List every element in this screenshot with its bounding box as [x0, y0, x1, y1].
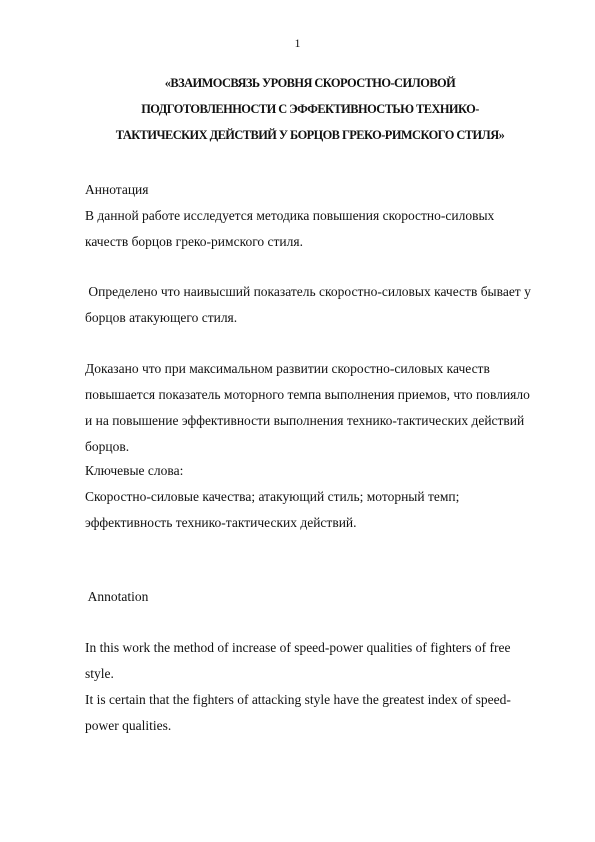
ru-keywords-heading: Ключевые слова:	[85, 463, 184, 478]
ru-keywords	[85, 484, 459, 536]
text-line: Доказано что при максимальном развитии скоростно-силовых качеств	[85, 361, 490, 376]
text-line: эффективность технико-тактических действий.	[85, 515, 357, 530]
text-line: борцов.	[85, 439, 130, 454]
title-line: ПОДГОТОВЛЕННОСТИ С ЭФФЕКТИВНОСТЬЮ ТЕХНИКО-	[141, 102, 479, 116]
ru-abstract-paragraph-3	[85, 356, 530, 460]
text-line: и на повышение эффективности выполнения технико-тактических действий	[85, 413, 525, 428]
text-line: It is certain that the fighters of attacking style have the greatest index of speed-	[85, 692, 511, 707]
ru-abstract-heading: Аннотация	[85, 182, 149, 197]
text-line: борцов атакующего стиля.	[85, 310, 238, 325]
text-line: power qualities.	[85, 718, 172, 733]
text-line: Скоростно-силовые качества; атакующий стиль; моторный темп;	[85, 489, 460, 504]
ru-abstract-paragraph-1	[85, 203, 494, 255]
title-line: ТАКТИЧЕСКИХ ДЕЙСТВИЙ У БОРЦОВ ГРЕКО-РИМСКОГО СТИЛЯ»	[115, 128, 505, 142]
text-line: качеств борцов греко-римского стиля.	[85, 234, 303, 249]
text-line: В данной работе исследуется методика повышения скоростно-силовых	[85, 208, 495, 223]
en-abstract-paragraph-1	[85, 635, 510, 687]
title-line: «ВЗАИМОСВЯЗЬ УРОВНЯ СКОРОСТНО-СИЛОВОЙ	[164, 76, 456, 90]
text-line: Определено что наивысший показатель скоростно-силовых качеств бывает у	[85, 284, 531, 299]
en-abstract-heading: Annotation	[85, 589, 149, 604]
page-number: 1	[294, 36, 301, 50]
text-line: style.	[85, 666, 114, 681]
en-abstract-paragraph-2	[85, 687, 511, 739]
ru-abstract-paragraph-2	[85, 279, 531, 331]
paper-title	[70, 70, 550, 148]
text-line: повышается показатель моторного темпа выполнения приемов, что повлияло	[85, 387, 530, 402]
text-line: In this work the method of increase of speed-power qualities of fighters of free	[85, 640, 511, 655]
